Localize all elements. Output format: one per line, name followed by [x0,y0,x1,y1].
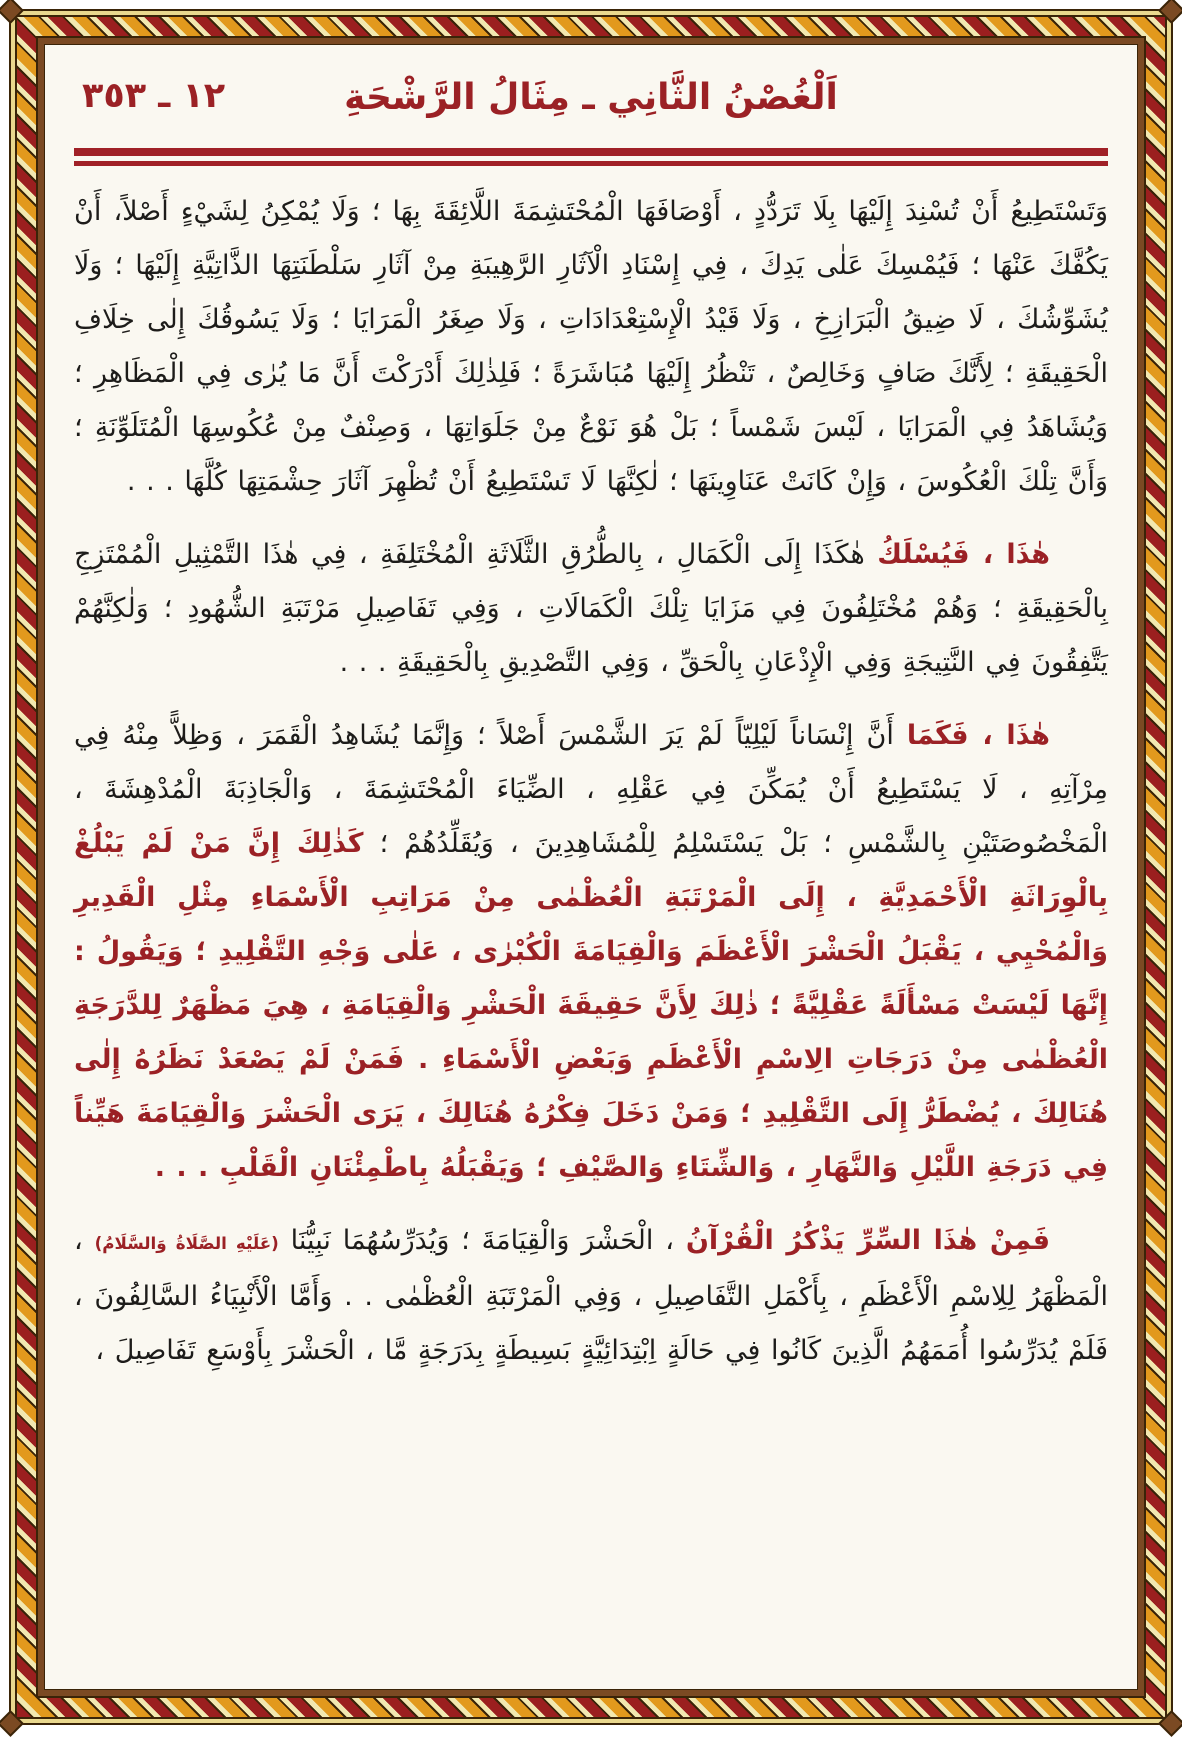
paragraph [74,1214,1108,1378]
page-content-area [38,38,1144,1696]
page-title: اَلْغُصْنُ الثَّانِي ـ مِثَالُ الرَّشْحَةِ [344,77,838,118]
body-paragraphs [74,185,1108,1378]
text-segment-red: هٰذَا ، فَيُسْلَكُ [877,539,1050,570]
page-header [74,72,1108,128]
text-segment-black: هٰكَذَا إِلَى الْكَمَالِ ، بِالطُّرُقِ الثَّلَاثَةِ الْمُخْتَلِفَةِ ، فِي هٰذَا التَّمْثِيلِ الْمُمْتَزِجِ بِالْحَقِيقَةِ ؛ وَهُمْ مُخْتَلِفُونَ فِي مَزَايَا تِلْكَ الْكَمَالَاتِ ، وَفِي تَفَاصِيلِ مَرْتَبَةِ الشُّهُودِ ؛ وَلٰكِنَّهُمْ يَتَّفِقُونَ فِي النَّتِيجَةِ وَفِي الْإِذْعَانِ بِالْحَقِّ ، وَفِي التَّصْدِيقِ بِالْحَقِيقَةِ . . . [74,539,1108,678]
page-number: ١٢ ـ ٣٥٣ [82,76,226,116]
honorific-seal: (عَلَيْهِ الصَّلَاةُ وَالسَّلَامُ) [94,1233,279,1253]
paragraph [74,528,1108,690]
paragraph [74,709,1108,1195]
text-segment-black: أَنَّ إِنْسَاناً لَيْلِيّاً لَمْ يَرَ الشَّمْسَ أَصْلاً ؛ وَإِنَّمَا يُشَاهِدُ الْقَمَرَ ، وَظِلاًّ مِنْهُ فِي مِرْآتِهِ ، لَا يَسْتَطِيعُ أَنْ يُمَكِّنَ فِي عَقْلِهِ ، الضِّيَاءَ الْمُحْتَشِمَةَ ، وَالْجَاذِبَةَ الْمُدْهِشَةَ ، الْمَخْصُوصَتَيْنِ بِالشَّمْسِ ؛ بَلْ يَسْتَسْلِمُ لِلْمُشَاهِدِينَ ، وَيُقَلِّدُهُمْ ؛ [74,720,1108,859]
header-rule-thin [74,161,1108,166]
header-rule-thick [74,148,1108,156]
text-segment-red: كَذٰلِكَ إِنَّ مَنْ لَمْ يَبْلُغْ بِالْوِرَاثَةِ الْأَحْمَدِيَّةِ ، إِلَى الْمَرْتَبَةِ الْعُظْمٰى مِنْ مَرَاتِبِ الْأَسْمَاءِ مِثْلِ الْقَدِيرِ وَالْمُحْيِي ، يَقْبَلُ الْحَشْرَ الْأَعْظَمَ وَالْقِيَامَةَ الْكُبْرٰى ، عَلٰى وَجْهِ التَّقْلِيدِ ؛ وَيَقُولُ : إِنَّهَا لَيْسَتْ مَسْأَلَةً عَقْلِيَّةً ؛ ذٰلِكَ لِأَنَّ حَقِيقَةَ الْحَشْرِ وَالْقِيَامَةِ ، هِيَ مَظْهَرٌ لِلدَّرَجَةِ الْعُظْمٰى مِنْ دَرَجَاتِ الِاسْمِ الْأَعْظَمِ وَبَعْضِ الْأَسْمَاءِ . فَمَنْ لَمْ يَصْعَدْ نَظَرُهُ إِلٰى هُنَالِكَ ، يُضْطَرُّ إِلَى التَّقْلِيدِ ؛ وَمَنْ دَخَلَ فِكْرُهُ هُنَالِكَ ، يَرَى الْحَشْرَ وَالْقِيَامَةَ هَيِّناً فِي دَرَجَةِ اللَّيْلِ وَالنَّهَارِ ، وَالشِّتَاءِ وَالصَّيْفِ ؛ وَيَقْبَلُهُ بِاطْمِئْنَانِ الْقَلْبِ . . . [74,828,1108,1183]
text-segment-black: ، الْمَظْهَرُ لِلِاسْمِ الْأَعْظَمِ ، بِأَكْمَلِ التَّفَاصِيلِ ، وَفِي الْمَرْتَبَةِ الْعُظْمٰى . . وَأَمَّا الْأَنْبِيَاءُ السَّالِفُونَ ، فَلَمْ يُدَرِّسُوا أُمَمَهُمُ الَّذِينَ كَانُوا فِي حَالَةٍ اِبْتِدَائِيَّةٍ بَسِيطَةٍ بِدَرَجَةٍ مَّا ، الْحَشْرَ بِأَوْسَعِ تَفَاصِيلَ ، [74,1225,1108,1366]
decorative-border-frame [9,9,1173,1725]
text-segment-black: وَتَسْتَطِيعُ أَنْ تُسْنِدَ إِلَيْهَا بِلَا تَرَدُّدٍ ، أَوْصَافَهَا الْمُحْتَشِمَةَ اللَّائِقَةَ بِهَا ؛ وَلَا يُمْكِنُ لِشَيْءٍ أَصْلاً، أَنْ يَكُفَّكَ عَنْهَا ؛ فَيُمْسِكَ عَلٰى يَدِكَ ، فِي إِسْنَادِ الْآثَارِ الرَّهِيبَةِ مِنْ آثَارِ سَلْطَنَتِهَا الذَّاتِيَّةِ إِلَيْهَا ؛ وَلَا يُشَوِّشُكَ ، لَا ضِيقُ الْبَرَازِخِ ، وَلَا قَيْدُ الْإِسْتِعْدَادَاتِ ، وَلَا صِغَرُ الْمَرَايَا ؛ وَلَا يَسُوقُكَ إِلٰى خِلَافِ الْحَقِيقَةِ ؛ لِأَنَّكَ صَافٍ وَخَالِصٌ ، تَنْظُرُ إِلَيْهَا مُبَاشَرَةً ؛ فَلِذٰلِكَ أَدْرَكْتَ أَنَّ مَا يُرٰى فِي الْمَظَاهِرِ ؛ وَيُشَاهَدُ فِي الْمَرَايَا ، لَيْسَ شَمْساً ؛ بَلْ هُوَ نَوْعٌ مِنْ جَلَوَاتِهَا ، وَصِنْفٌ مِنْ عُكُوسِهَا الْمُتَلَوِّنَةِ ؛ وَأَنَّ تِلْكَ الْعُكُوسَ ، وَإِنْ كَانَتْ عَنَاوِينَهَا ؛ لٰكِنَّهَا لَا تَسْتَطِيعُ أَنْ تُظْهِرَ آثَارَ حِشْمَتِهَا كُلَّهَا . . . [74,196,1108,497]
text-segment-red: هٰذَا ، فَكَمَا [906,720,1051,751]
chain-pattern-border [15,15,1167,1719]
paragraph [74,185,1108,509]
text-segment-black: ، الْحَشْرَ وَالْقِيَامَةَ ؛ وَيُدَرِّسُهُمَا نَبِيُّنَا [278,1225,686,1256]
text-segment-red: فَمِنْ هٰذَا السِّرِّ يَذْكُرُ الْقُرْآنُ [685,1225,1050,1256]
